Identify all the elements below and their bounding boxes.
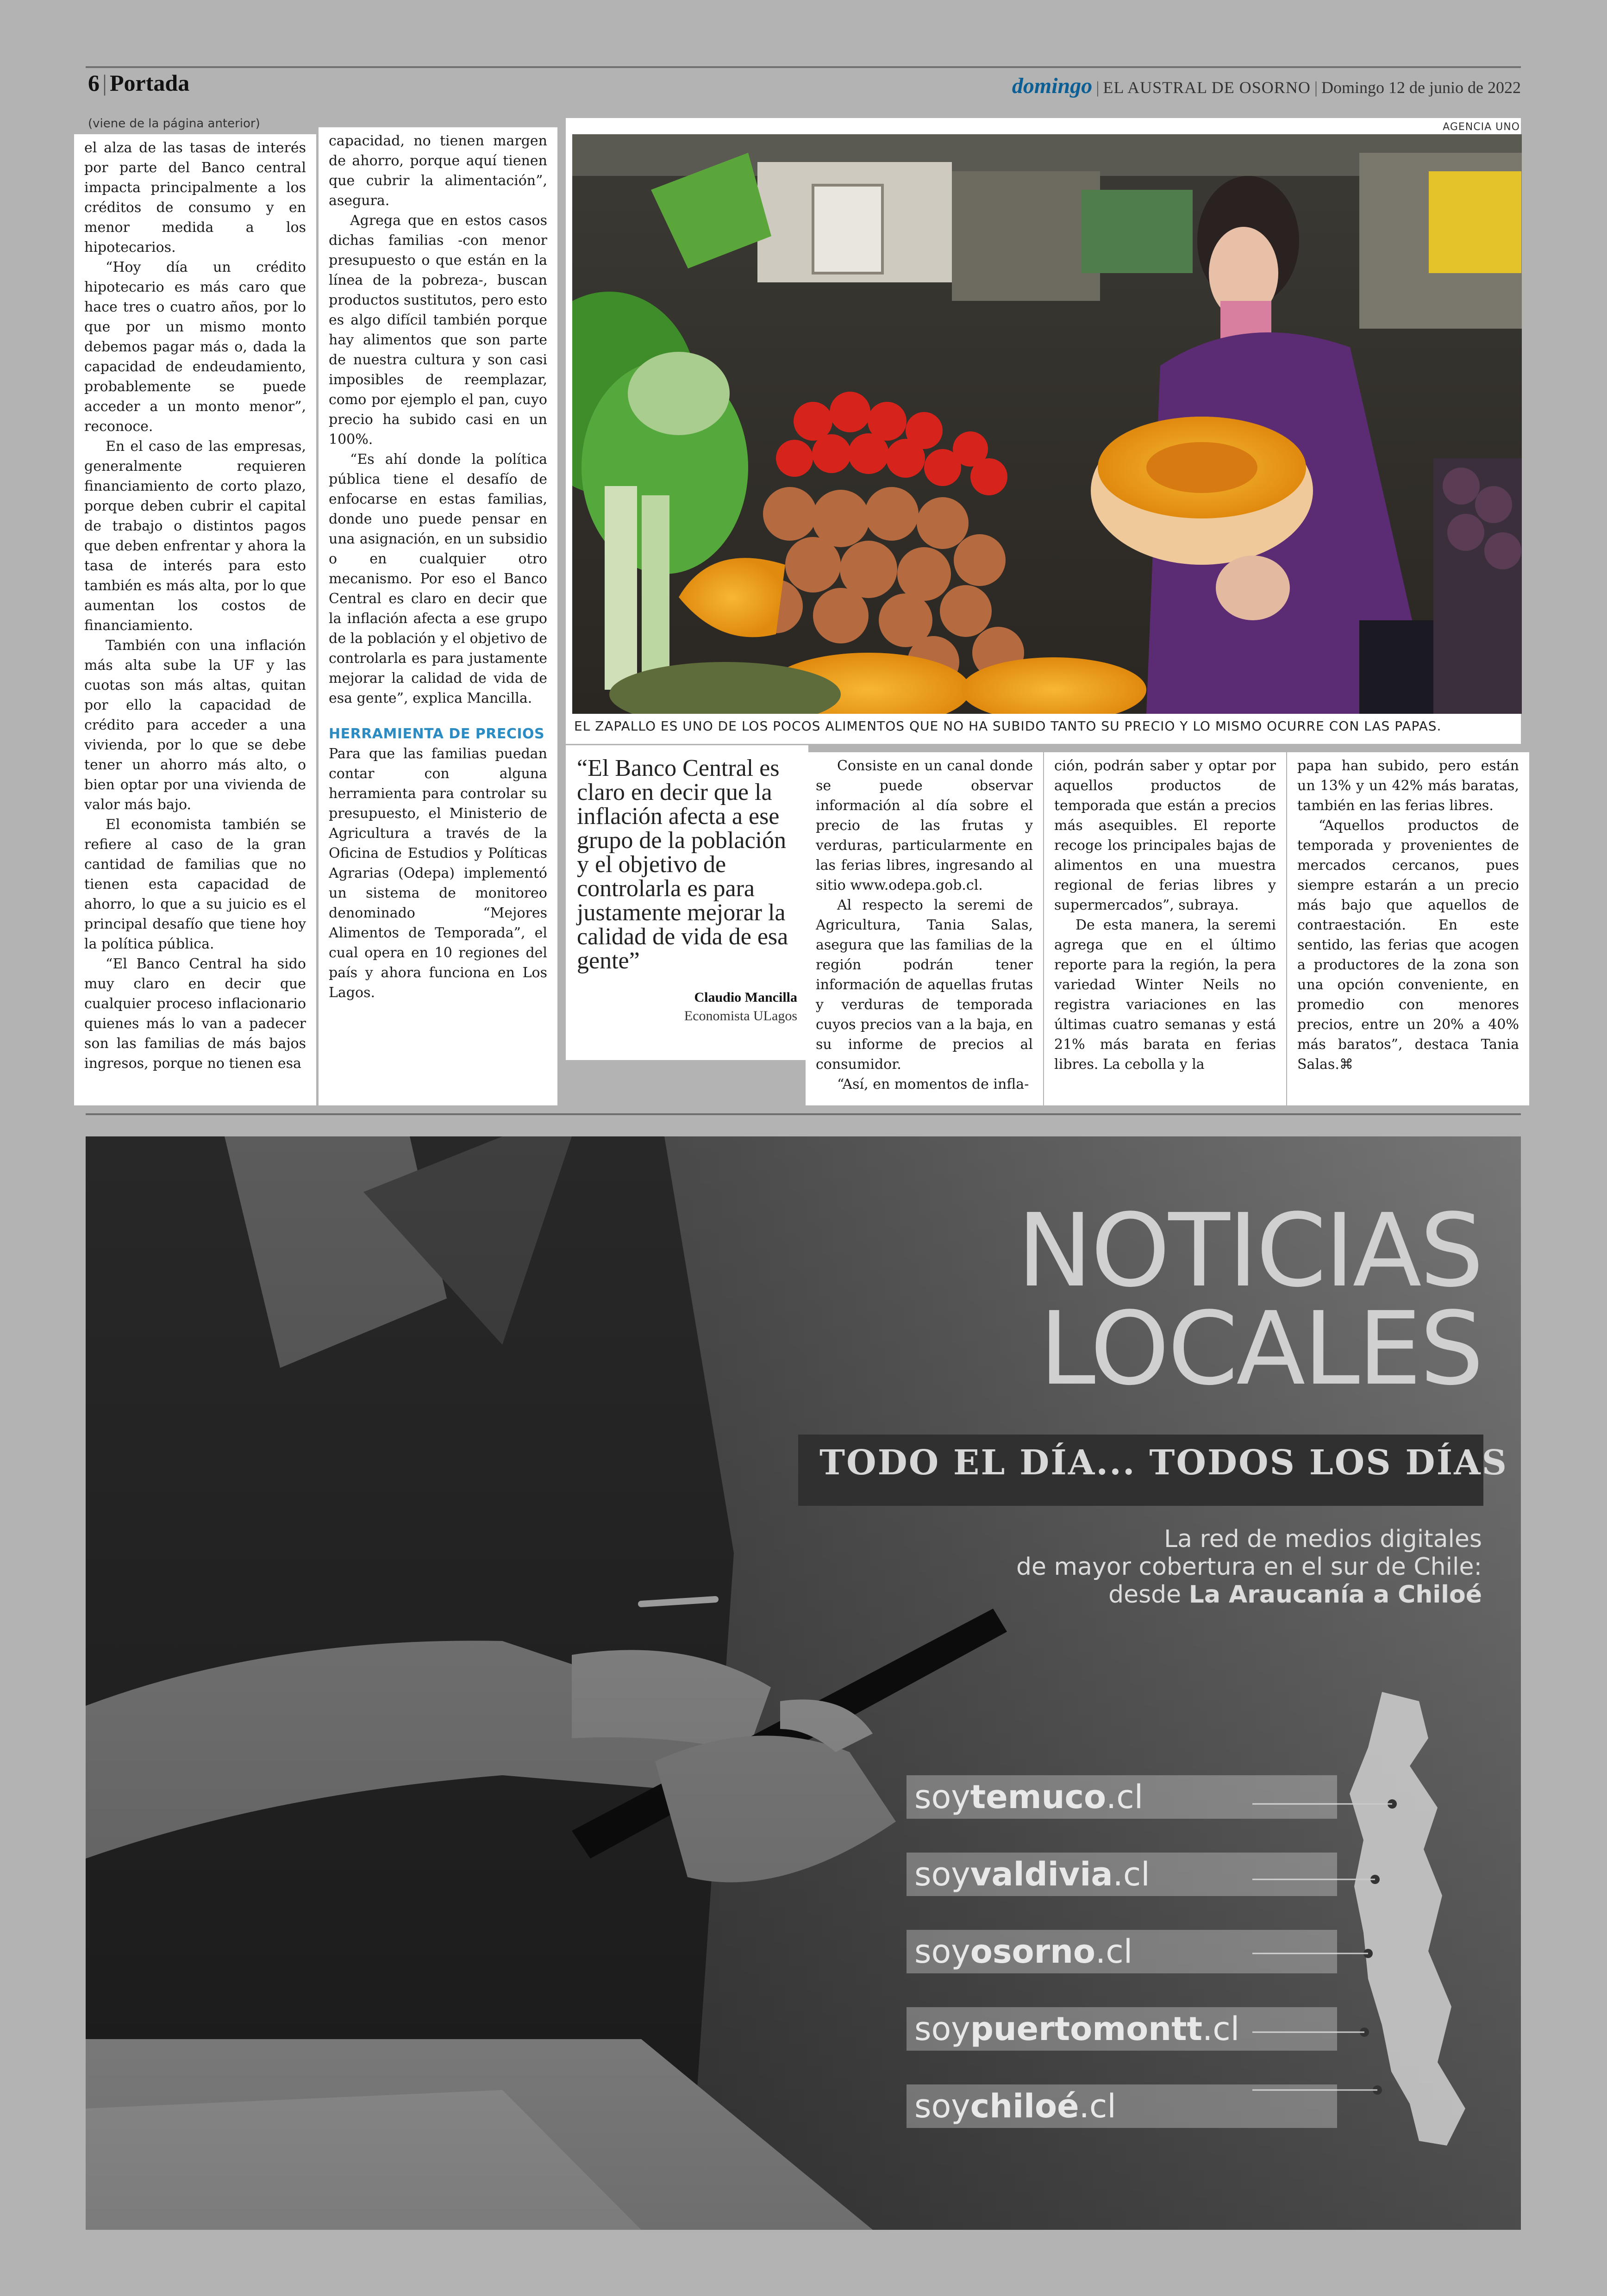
article-column-4 [1044,752,1286,1105]
paragraph: Al respecto la seremi de Agricultura, Tania Salas, asegura que las familias de la región podrán tener información de aquellas frutas y verduras de temporada cuyos precios van a la baja, en su informe de precios al consumidor. [816,897,1033,1073]
paragraph: “El Banco Central ha sido muy claro en decir que cualquier proceso inflacionario quienes más lo van a padecer son las familias de más bajos ingresos, porque no tienen esa [84,956,306,1072]
paragraph: “Así, en momentos de infla- [837,1076,1029,1092]
ad-title [1017,1192,1482,1408]
advertisement [86,1136,1521,2230]
photo-credit: AGENCIA UNO [1443,121,1520,133]
paragraph: “Es ahí donde la política pública tiene el desafío de enfocarse en estas familias, donde uno puede pensar en una asignación, en un subsidio o en cualquier otro mecanismo. Por eso el Banco Central es claro en decir que la inflación afecta a ese grupo de la población y el objetivo de controlarla es para justamente mejorar la calidad de vida de esa gente”, explica Mancilla. [329,451,547,706]
ad-tagline: TODO EL DÍA... TODOS LOS DÍAS [819,1443,1508,1483]
paragraph: Consiste en un canal donde se puede observar información al día sobre el precio de las frutas y verduras, particularmente en las ferias libres, ingresando al sitio www.odepa.gob.cl. [816,758,1033,893]
paragraph: el alza de las tasas de interés por parte del Banco central impacta principalmente a los créditos de consumo y en menor medida a los hipotecarios. [84,140,306,256]
site-link-2[interactable]: soyosorno.cl [914,1933,1133,1971]
paragraph: Para que las familias puedan contar con alguna herramienta para controlar su presupuesto, el Ministerio de Agricultura a través de la Oficina de Estudios y Políticas Agrarias (Odepa) implementó un sistema de monitoreo denominado “Mejores Alimentos de Temporada”, el cual opera en 10 regiones del país y ahora funciona en Los Lagos. [329,746,547,1001]
photo-caption: EL ZAPALLO ES UNO DE LOS POCOS ALIMENTOS QUE NO HA SUBIDO TANTO SU PRECIO Y LO MISMO OCURRE CON LAS PAPAS. [574,718,1442,734]
paragraph: El economista también se refiere al caso de la gran cantidad de familias que no tienen esta capacidad de ahorro, lo que a su juicio es el principal desafío que tiene hoy la política pública. [84,817,306,952]
market-photo [572,134,1522,714]
site-link-1[interactable]: soyvaldivia.cl [914,1855,1150,1893]
pull-quote-author: Claudio Mancilla [694,990,797,1005]
ad-desc-line-3 [1016,1581,1482,1609]
section-divider [86,1113,1521,1115]
paragraph: En el caso de las empresas, generalmente requieren financiamiento de corto plazo, porque deben cubrir el capital de trabajo o distintos pagos que deben enfrentar y ahora la tasa de interés para esto también es más alta, por lo que aumentan los costos de financiamiento. [84,438,306,634]
site-link-4[interactable]: soychiloé.cl [914,2087,1116,2125]
pull-quote-role: Economista ULagos [684,1008,797,1023]
page-header-left: 6 | Portada [88,70,190,96]
ad-description [1016,1525,1482,1609]
paragraph: papa han subido, pero están un 13% y un 42% más baratas, también en las ferias libres. [1297,758,1519,814]
site-link-0[interactable]: soytemuco.cl [914,1778,1144,1816]
site-link-3[interactable]: soypuertomontt.cl [914,2010,1240,2048]
brand-name: domingo [1012,74,1093,98]
subheading: HERRAMIENTA DE PRECIOS [329,726,545,742]
newspaper-name: EL AUSTRAL DE OSORNO [1103,78,1311,97]
ad-title-line-2: LOCALES [1039,1291,1482,1408]
article-column-2 [319,127,557,1105]
paragraph: También con una inflación más alta sube la UF y las cuotas son más altas, quitan por ello la capacidad de crédito para acceder a una vivienda, por lo que se debe tener un ahorro más alto, o bien optar por una vivienda de valor más bajo. [84,637,306,813]
pull-quote-text: “El Banco Central es claro en decir que la inflación afecta a ese grupo de la población y el objetivo de controlarla es para justamente mejorar la calidad de vida de esa gente” [577,755,788,974]
paragraph: Agrega que en estos casos dichas familias -con menor presupuesto o que están en la línea de la pobreza-, buscan productos sustitutos, pero esto es algo difícil también porque hay alimentos que son parte de nuestra cultura y son casi imposibles de reemplazar, como por ejemplo el pan, cuyo precio ha subido casi en un 100%. [329,212,547,448]
paragraph: “Aquellos productos de temporada y provenientes de mercados cercanos, pues siempre estarán a un precio más bajo que aquellos de contraestación. En este sentido, las ferias que acogen a productores de la zona son una opción conveniente, en promedio con menores precios, entre un 20% a 40% más baratos”, destaca Tania Salas.⌘ [1297,817,1519,1073]
article-column-1 [74,134,316,1105]
paragraph: “Hoy día un crédito hipotecario es más caro que hace tres o cuatro años, por lo que por un mismo monto debemos pagar más o, dada la capacidad de endeudamiento, probablemente se puede acceder a un monto menor”, reconoce. [84,259,306,435]
article-column-5 [1287,752,1529,1105]
continued-note: (viene de la página anterior) [88,117,260,131]
market-scene-image [572,134,1522,714]
page-number: 6 [88,70,100,96]
page-header-right: domingo | EL AUSTRAL DE OSORNO | Domingo 12 de junio de 2022 [1012,74,1521,98]
pull-quote [566,745,808,1060]
header-rule [86,66,1521,68]
ad-desc-region: La Araucanía a Chiloé [1188,1581,1482,1609]
article-column-3 [806,752,1043,1105]
ad-desc-prefix: desde [1108,1581,1189,1609]
ad-title-line-1: NOTICIAS [1017,1192,1482,1310]
paragraph: De esta manera, la seremi agrega que en el último reporte para la región, la pera variedad Winter Neils no registra variaciones en las últimas cuatro semanas y está 21% más barata en ferias libres. La cebolla y la [1054,917,1276,1073]
ad-desc-line-2: de mayor cobertura en el sur de Chile: [1016,1553,1482,1581]
issue-date: Domingo 12 de junio de 2022 [1321,78,1521,97]
ad-desc-line-1: La red de medios digitales [1164,1525,1482,1553]
paragraph: ción, podrán saber y optar por aquellos productos de temporada que están a precios más asequibles. El reporte recoge los principales bajas de alimentos en una muestra regional de ferias libres y supermercados”, subraya. [1054,758,1276,913]
section-name: Portada [110,70,190,96]
paragraph: capacidad, no tienen margen de ahorro, porque aquí tienen que cubrir la alimentación”, asegura. [329,133,547,209]
